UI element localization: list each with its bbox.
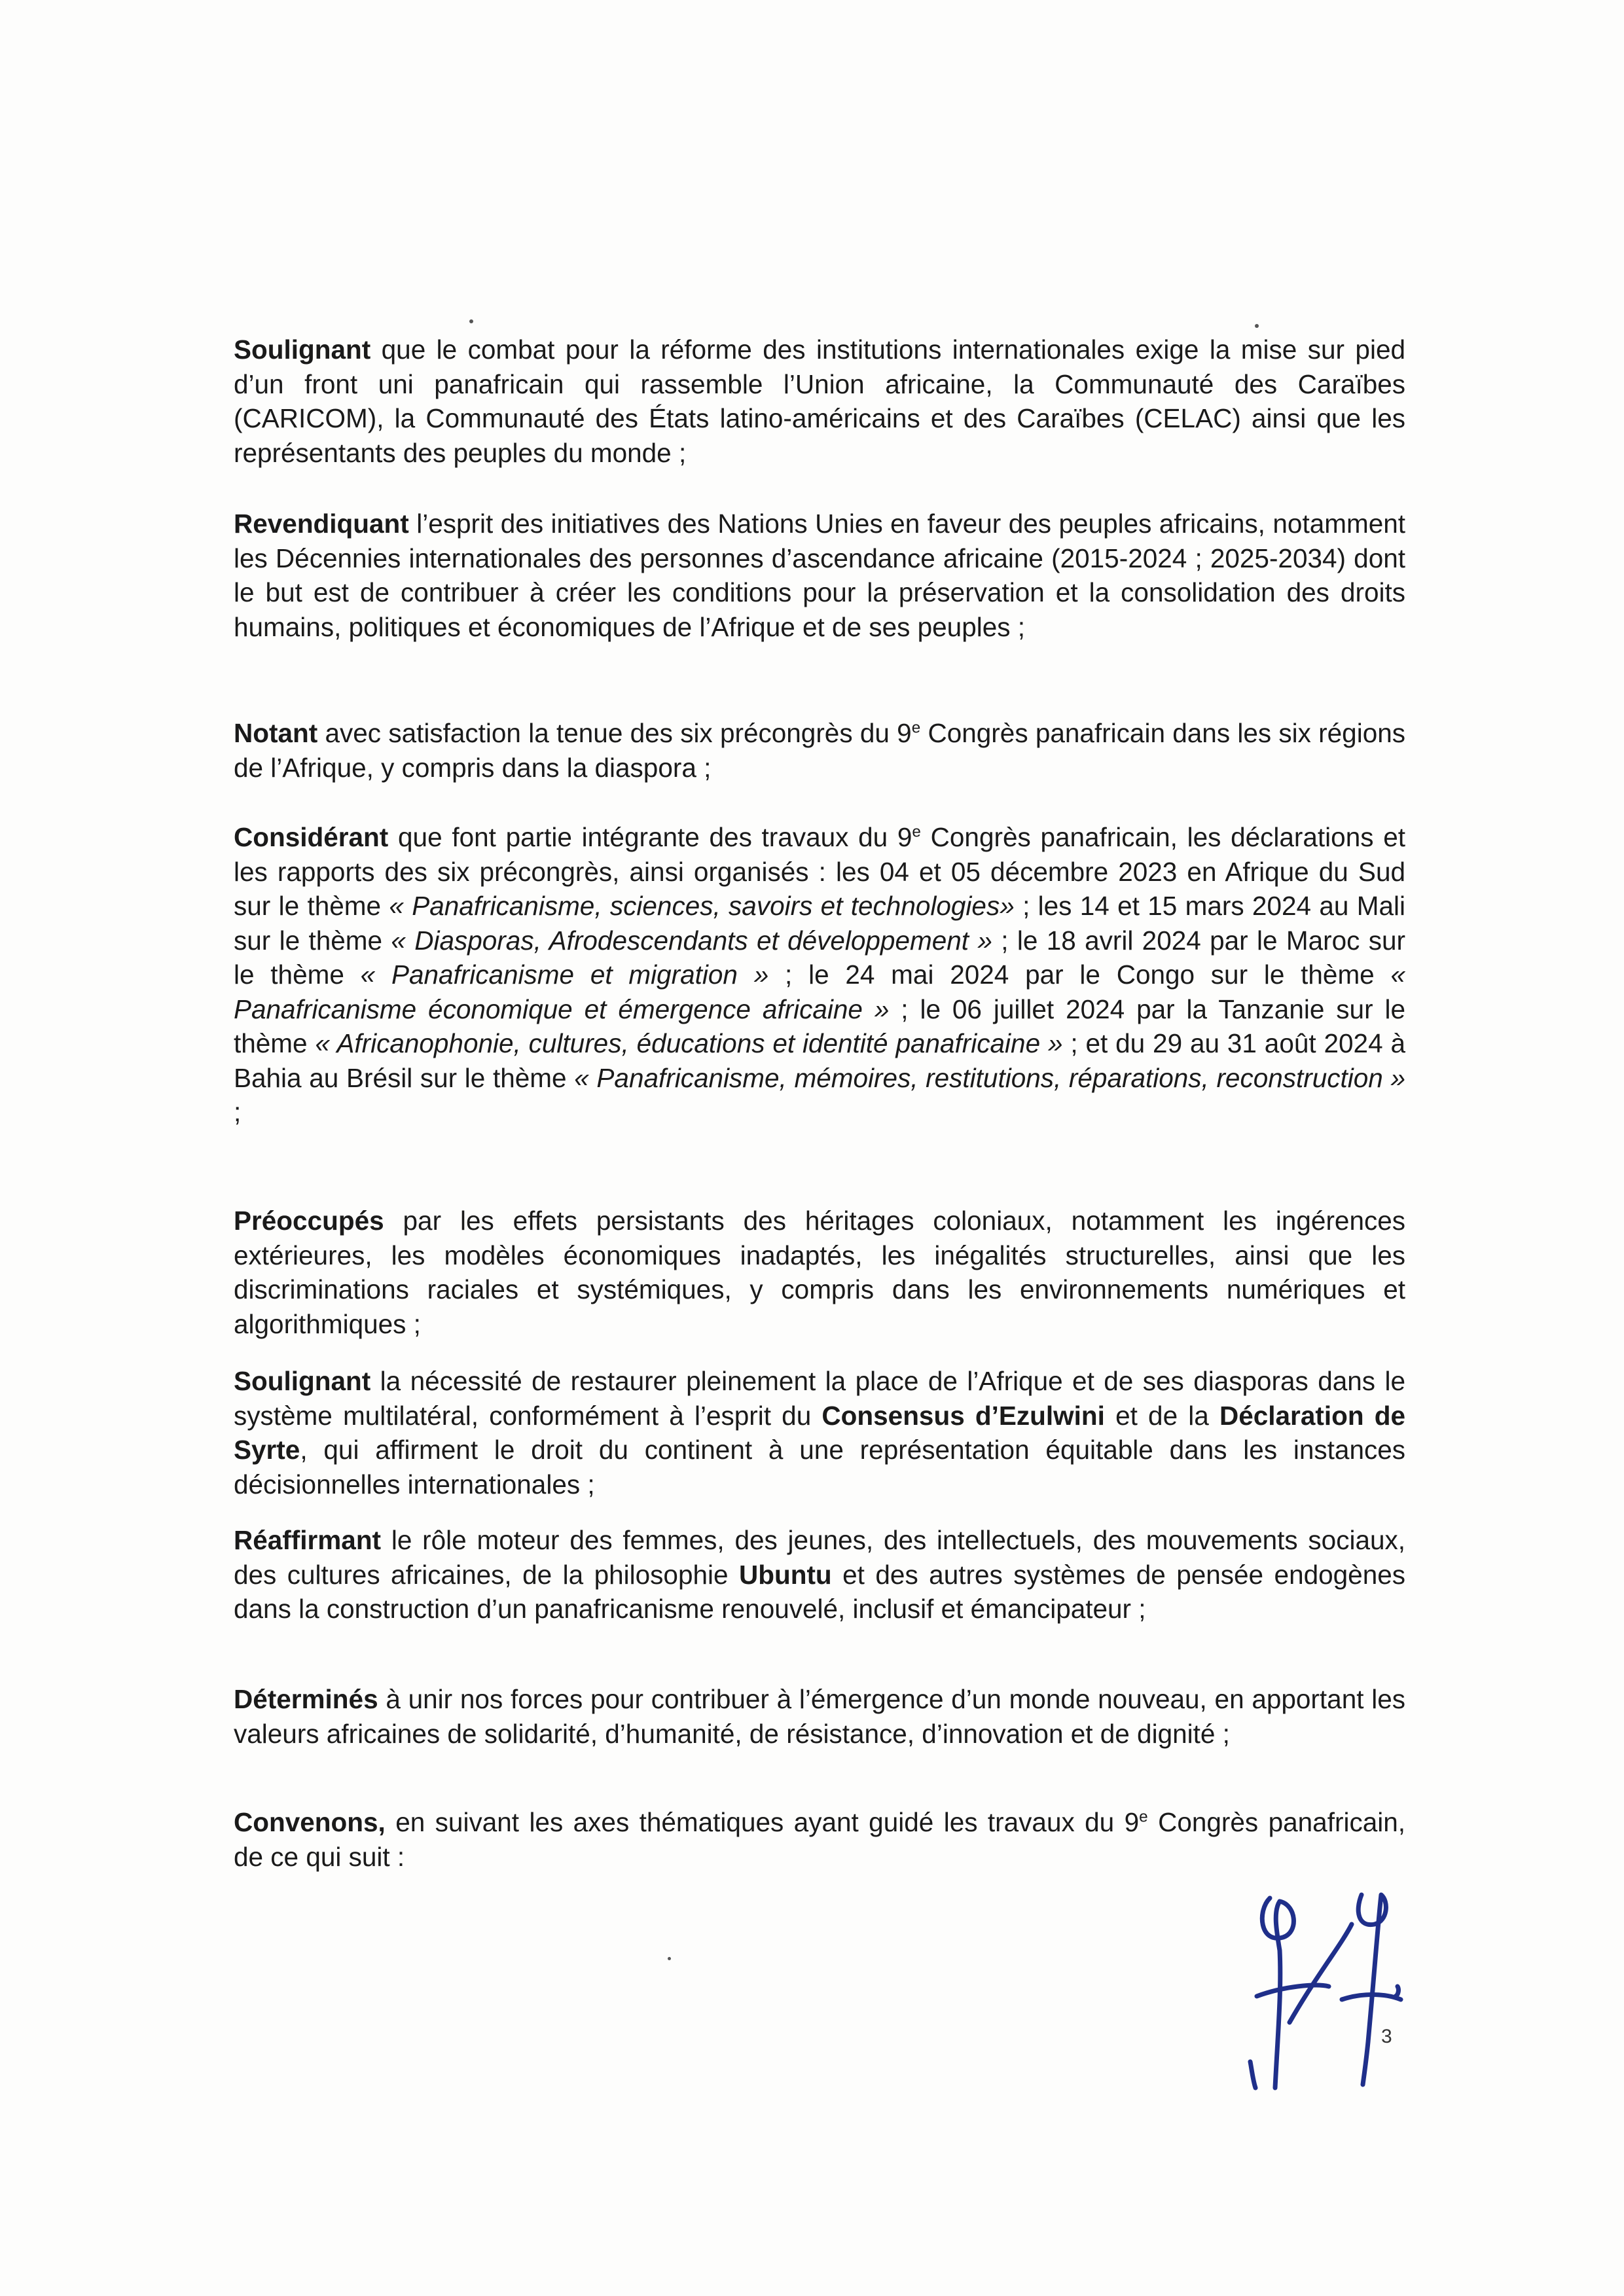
- paragraph-reaffirmant: [234, 1523, 1405, 1626]
- paragraph-text: que le combat pour la réforme des institutions internationales exige la mise sur pied d’un front uni panafricain qui rassemble l’Union africaine, la Communauté des Caraïbes (CARICOM), la Communauté des États latino-américains et des Caraïbes (CELAC) ainsi que les représentants des peuples du monde ;: [234, 334, 1405, 468]
- paragraph-text: que font partie intégrante des travaux du 9: [388, 822, 912, 852]
- paragraph-text: ;: [234, 1097, 242, 1127]
- bold-reference: Ubuntu: [738, 1559, 832, 1590]
- paragraph-text: et des autres systèmes de pensée endogènes dans la construction d’un panafricanisme renouvelé, inclusif et émancipateur ;: [234, 1559, 1405, 1624]
- theme-title: « Panafricanisme, mémoires, restitutions, réparations, reconstruction »: [574, 1062, 1406, 1093]
- paragraph-text: Congrès panafricain, les déclarations et les rapports des six précongrès, ainsi organisés : les 04 et 05 décembre 2023 en Afrique du Sud sur le thème: [234, 822, 1405, 921]
- paragraph-text: l’esprit des initiatives des Nations Unies en faveur des peuples africains, notamment les Décennies internationales des personnes d’ascendance africaine (2015-2024 ; 2025-2034) dont le but est de contribuer à créer les conditions pour la préservation et la consolidation des droits humains, politiques et économiques de l’Afrique et de ses peuples ;: [234, 509, 1405, 642]
- paragraph-text: ; le 18 avril 2024 par le Maroc sur le thème: [234, 925, 1405, 990]
- page-number: 3: [1381, 2026, 1392, 2047]
- theme-title: « Panafricanisme économique et émergence africaine »: [234, 960, 1406, 1024]
- paragraph-text: Congrès panafricain, de ce qui suit :: [234, 1807, 1405, 1872]
- paragraph-text: ; le 24 mai 2024 par le Congo sur le thème: [768, 960, 1391, 990]
- bold-reference: Consensus d’Ezulwini: [821, 1400, 1105, 1431]
- scan-speck: [1255, 324, 1259, 328]
- lead-word: Réaffirmant: [234, 1525, 382, 1555]
- theme-title: « Panafricanisme et migration »: [360, 960, 769, 990]
- signature-initials: [1244, 1872, 1414, 2134]
- paragraph-text: par les effets persistants des héritages coloniaux, notamment les ingérences extérieures, les modèles économiques inadaptés, les inégalités structurelles, ainsi que les discriminations raciales et systémiques, y compris dans les environnements numériques et algorithmiques ;: [234, 1206, 1405, 1339]
- scan-speck: [469, 319, 473, 323]
- paragraph-text: ; et du 29 au 31 août 2024 à Bahia au Brésil sur le thème: [234, 1028, 1405, 1093]
- lead-word: Convenons,: [234, 1807, 386, 1837]
- paragraph-text: Congrès panafricain dans les six régions de l’Afrique, y compris dans la diaspora ;: [234, 718, 1405, 783]
- paragraph-text: à unir nos forces pour contribuer à l’émergence d’un monde nouveau, en apportant les valeurs africaines de solidarité, d’humanité, de résistance, d’innovation et de dignité ;: [234, 1684, 1405, 1749]
- lead-word: Déterminés: [234, 1684, 378, 1714]
- scan-speck: [668, 1957, 671, 1960]
- ordinal-suffix: e: [912, 823, 921, 841]
- lead-word: Revendiquant: [234, 509, 409, 539]
- paragraph-soulignant-2: [234, 1364, 1405, 1501]
- paragraph-notant: [234, 716, 1405, 785]
- paragraph-revendiquant: [234, 507, 1405, 644]
- paragraph-convenons: [234, 1805, 1405, 1874]
- lead-word: Considérant: [234, 822, 389, 852]
- lead-word: Préoccupés: [234, 1206, 384, 1236]
- ordinal-suffix: e: [911, 719, 921, 737]
- theme-title: « Africanophonie, cultures, éducations et identité panafricaine »: [315, 1028, 1063, 1058]
- paragraph-text: avec satisfaction la tenue des six précongrès du 9: [317, 718, 912, 748]
- paragraph-determines: [234, 1682, 1405, 1751]
- paragraph-text: ; les 14 et 15 mars 2024 au Mali sur le thème: [234, 891, 1405, 956]
- paragraph-text: la nécessité de restaurer pleinement la place de l’Afrique et de ses diasporas dans le système multilatéral, conformément à l’esprit du: [234, 1366, 1405, 1431]
- paragraph-text: en suivant les axes thématiques ayant guidé les travaux du 9: [385, 1807, 1140, 1837]
- paragraph-soulignant-1: [234, 332, 1405, 470]
- paragraph-considerant: [234, 820, 1405, 1130]
- theme-title: « Diasporas, Afrodescendants et développement »: [391, 925, 992, 956]
- paragraph-text: , qui affirment le droit du continent à une représentation équitable dans les instances décisionnelles internationales ;: [234, 1435, 1405, 1499]
- paragraph-text: ; le 06 juillet 2024 par la Tanzanie sur le thème: [234, 994, 1405, 1058]
- theme-title: « Panafricanisme, sciences, savoirs et technologies»: [389, 891, 1015, 921]
- lead-word: Soulignant: [234, 1366, 371, 1396]
- bold-reference: Déclaration de Syrte: [234, 1400, 1406, 1465]
- lead-word: Notant: [234, 718, 318, 748]
- ordinal-suffix: e: [1139, 1808, 1148, 1826]
- lead-word: Soulignant: [234, 334, 371, 365]
- paragraph-preoccupes: [234, 1204, 1405, 1341]
- paragraph-text: le rôle moteur des femmes, des jeunes, des intellectuels, des mouvements sociaux, des cultures africaines, de la philosophie: [234, 1525, 1405, 1590]
- paragraph-text: et de la: [1104, 1400, 1219, 1431]
